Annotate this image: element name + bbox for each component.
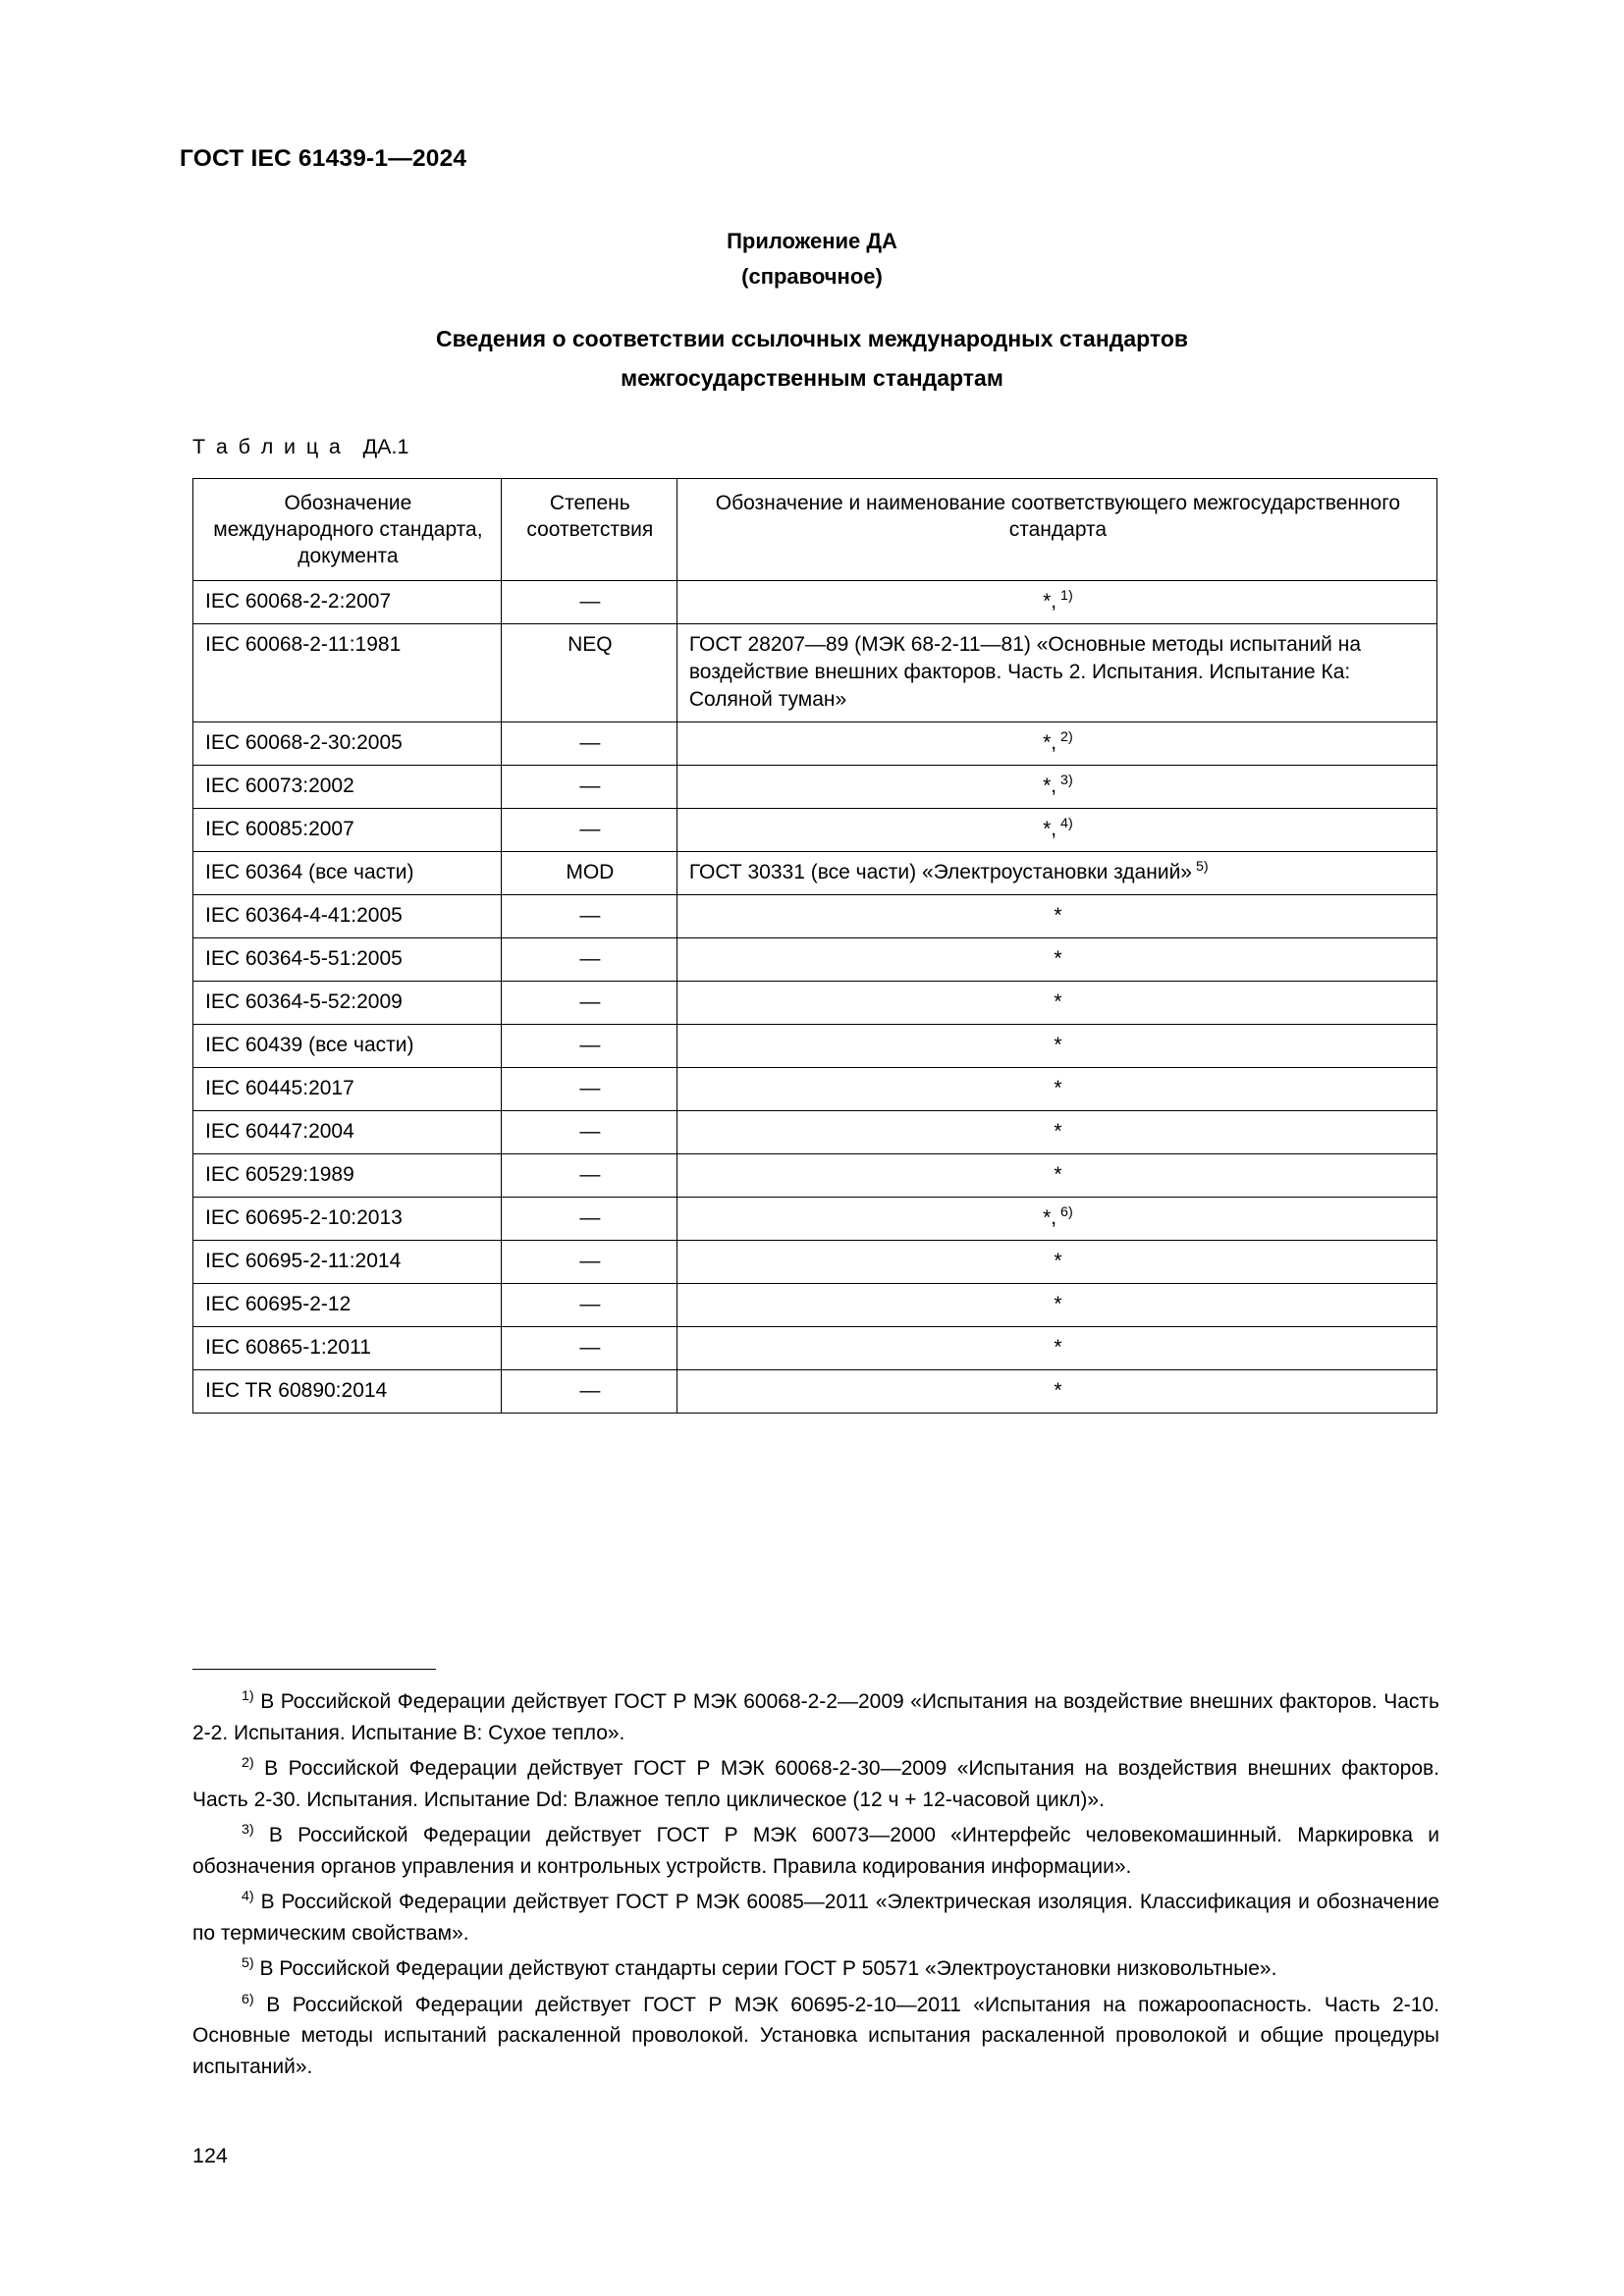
footnote [192,1820,1439,1882]
cell-equivalent [677,581,1436,624]
table-caption [192,435,408,459]
cell-degree: MOD [501,852,677,895]
cell-standard: IEC 60695-2-10:2013 [193,1198,502,1241]
equivalent-text: * [1054,1250,1062,1272]
cell-standard: IEC 60364-5-51:2005 [193,938,502,982]
footnote-marker: 5) [242,1955,254,1971]
footnote-text: В Российской Федерации действует ГОСТ Р МЭК 60085—2011 «Электрическая изоляция. Классификация и обозначение по термическим свойствам». [192,1891,1439,1945]
cell-equivalent [677,982,1436,1025]
cell-standard: IEC 60445:2017 [193,1068,502,1111]
footnote-reference: 2) [1056,729,1073,745]
table-row [193,624,1437,722]
footnote-indent [192,1757,242,1780]
cell-equivalent [677,722,1436,766]
cell-equivalent [677,1284,1436,1327]
footnote-text: В Российской Федерации действуют стандарты серии ГОСТ Р 50571 «Электроустановки низковольтные». [253,1957,1277,1980]
page-header: ГОСТ IEC 61439-1—2024 [180,145,467,172]
table-caption-number: ДА.1 [362,435,409,458]
cell-degree: — [501,1111,677,1154]
cell-equivalent [677,809,1436,852]
cell-degree: — [501,1198,677,1241]
equivalent-text: * [1054,1379,1062,1402]
annex-title-line: Приложение ДА [727,229,897,253]
cell-degree: — [501,1025,677,1068]
table-row [193,982,1437,1025]
cell-degree: NEQ [501,624,677,722]
cell-degree: — [501,1370,677,1414]
section-title-line1: Сведения о соответствии ссылочных международных стандартов [435,326,1189,351]
cell-equivalent [677,766,1436,809]
column-header-degree: Степень соответствия [501,479,677,581]
table-row [193,895,1437,938]
footnote-reference: 1) [1056,588,1073,604]
equivalent-text: * [1054,1077,1062,1099]
cell-equivalent [677,1154,1436,1198]
cell-standard: IEC 60068-2-11:1981 [193,624,502,722]
equivalent-text: * [1054,1336,1062,1359]
cell-standard: IEC 60364-4-41:2005 [193,895,502,938]
cell-degree: — [501,1327,677,1370]
footnote-indent [192,1994,242,2016]
footnote-indent [192,1957,242,1980]
cell-standard: IEC 60364-5-52:2009 [193,982,502,1025]
cell-standard: IEC 60068-2-30:2005 [193,722,502,766]
cell-standard: IEC 60865-1:2011 [193,1327,502,1370]
footnote-marker: 2) [242,1755,254,1771]
footnote [192,1753,1439,1815]
footnote-text: В Российской Федерации действует ГОСТ Р МЭК 60073—2000 «Интерфейс человекомашинный. Маркировка и обозначения органов управления и контрольных устройств. Правила кодирования информации». [192,1824,1439,1878]
footnote-reference: 4) [1056,816,1073,831]
column-header-standard: Обозначение международного стандарта, документа [193,479,502,581]
cell-degree: — [501,1241,677,1284]
correspondence-table [192,478,1437,1414]
footnote-marker: 4) [242,1889,254,1904]
table-row [193,1327,1437,1370]
cell-standard: IEC 60073:2002 [193,766,502,809]
equivalent-text: * [1054,904,1062,927]
table-row [193,1068,1437,1111]
cell-standard: IEC TR 60890:2014 [193,1370,502,1414]
equivalent-text: * [1054,990,1062,1013]
cell-degree: — [501,1154,677,1198]
cell-equivalent [677,938,1436,982]
cell-equivalent [677,1025,1436,1068]
table-row [193,1111,1437,1154]
cell-equivalent [677,895,1436,938]
footnote-reference: 6) [1056,1204,1073,1220]
table-header-row [193,479,1437,581]
cell-equivalent [677,1327,1436,1370]
section-title [0,319,1624,398]
table-row [193,938,1437,982]
equivalent-text: *, [1043,774,1057,797]
cell-standard: IEC 60085:2007 [193,809,502,852]
table-row [193,1284,1437,1327]
section-title-line2: межгосударственным стандартам [621,365,1003,391]
cell-equivalent [677,1370,1436,1414]
cell-standard: IEC 60068-2-2:2007 [193,581,502,624]
equivalent-text: ГОСТ 30331 (все части) «Электроустановки зданий» [688,861,1192,883]
footnote [192,1686,1439,1748]
annex-heading [0,224,1624,294]
cell-standard: IEC 60695-2-11:2014 [193,1241,502,1284]
footnote-reference: 5) [1191,859,1209,875]
table-row [193,809,1437,852]
cell-standard: IEC 60447:2004 [193,1111,502,1154]
cell-degree: — [501,938,677,982]
footnote-indent [192,1891,242,1913]
equivalent-text: * [1054,1293,1062,1315]
footnote-reference: 3) [1056,773,1073,788]
equivalent-text: *, [1043,731,1057,754]
equivalent-text: ГОСТ 28207—89 (МЭК 68-2-11—81) «Основные методы испытаний на воздействие внешних факторов. Часть 2. Испытания. Испытание Ка: Соляной туман» [688,633,1362,711]
equivalent-text: * [1054,1120,1062,1143]
annex-subtitle-line: (справочное) [741,264,883,289]
footnote [192,1887,1439,1949]
footnote-separator [192,1669,436,1670]
cell-equivalent [677,1241,1436,1284]
equivalent-text: *, [1043,1206,1057,1229]
footnote-text: В Российской Федерации действует ГОСТ Р МЭК 60695-2-10—2011 «Испытания на пожароопасность. Часть 2-10. Основные методы испытаний раскаленной проволокой. Установка испытания раскаленной проволокой и общие процедуры испытаний». [192,1993,1439,2078]
footnote [192,1953,1439,1985]
cell-degree: — [501,766,677,809]
cell-standard: IEC 60439 (все части) [193,1025,502,1068]
footnote-indent [192,1824,242,1846]
footnote-indent [192,1690,242,1713]
equivalent-text: * [1054,1034,1062,1056]
cell-equivalent [677,852,1436,895]
footnote [192,1990,1439,2083]
footnote-marker: 1) [242,1688,254,1704]
table-row [193,1025,1437,1068]
footnote-marker: 3) [242,1822,254,1838]
table-row [193,766,1437,809]
table-row [193,1154,1437,1198]
footnote-text: В Российской Федерации действует ГОСТ Р МЭК 60068-2-2—2009 «Испытания на воздействие внешних факторов. Часть 2-2. Испытания. Испытание В: Сухое тепло». [192,1690,1439,1744]
equivalent-text: *, [1043,590,1057,613]
footnotes-block [192,1686,1439,2087]
column-header-equivalent: Обозначение и наименование соответствующего межгосударственного стандарта [677,479,1436,581]
cell-equivalent [677,624,1436,722]
cell-equivalent [677,1198,1436,1241]
cell-standard: IEC 60529:1989 [193,1154,502,1198]
footnote-text: В Российской Федерации действует ГОСТ Р МЭК 60068-2-30—2009 «Испытания на воздействия внешних факторов. Часть 2-30. Испытания. Испытание Dd: Влажное тепло циклическое (12 ч + 12-часовой цикл)». [192,1757,1439,1811]
table-row [193,852,1437,895]
cell-degree: — [501,1284,677,1327]
cell-degree: — [501,982,677,1025]
cell-standard: IEC 60695-2-12 [193,1284,502,1327]
cell-degree: — [501,581,677,624]
table-row [193,1370,1437,1414]
equivalent-text: *, [1043,818,1057,840]
table-row [193,1198,1437,1241]
cell-equivalent [677,1068,1436,1111]
table-caption-label: Т а б л и ц а [192,435,344,458]
cell-degree: — [501,809,677,852]
cell-equivalent [677,1111,1436,1154]
table-row [193,1241,1437,1284]
page-number: 124 [192,2144,228,2167]
table-row [193,722,1437,766]
equivalent-text: * [1054,947,1062,970]
cell-standard: IEC 60364 (все части) [193,852,502,895]
cell-degree: — [501,722,677,766]
cell-degree: — [501,895,677,938]
footnote-marker: 6) [242,1991,254,2007]
cell-degree: — [501,1068,677,1111]
equivalent-text: * [1054,1163,1062,1186]
table-row [193,581,1437,624]
